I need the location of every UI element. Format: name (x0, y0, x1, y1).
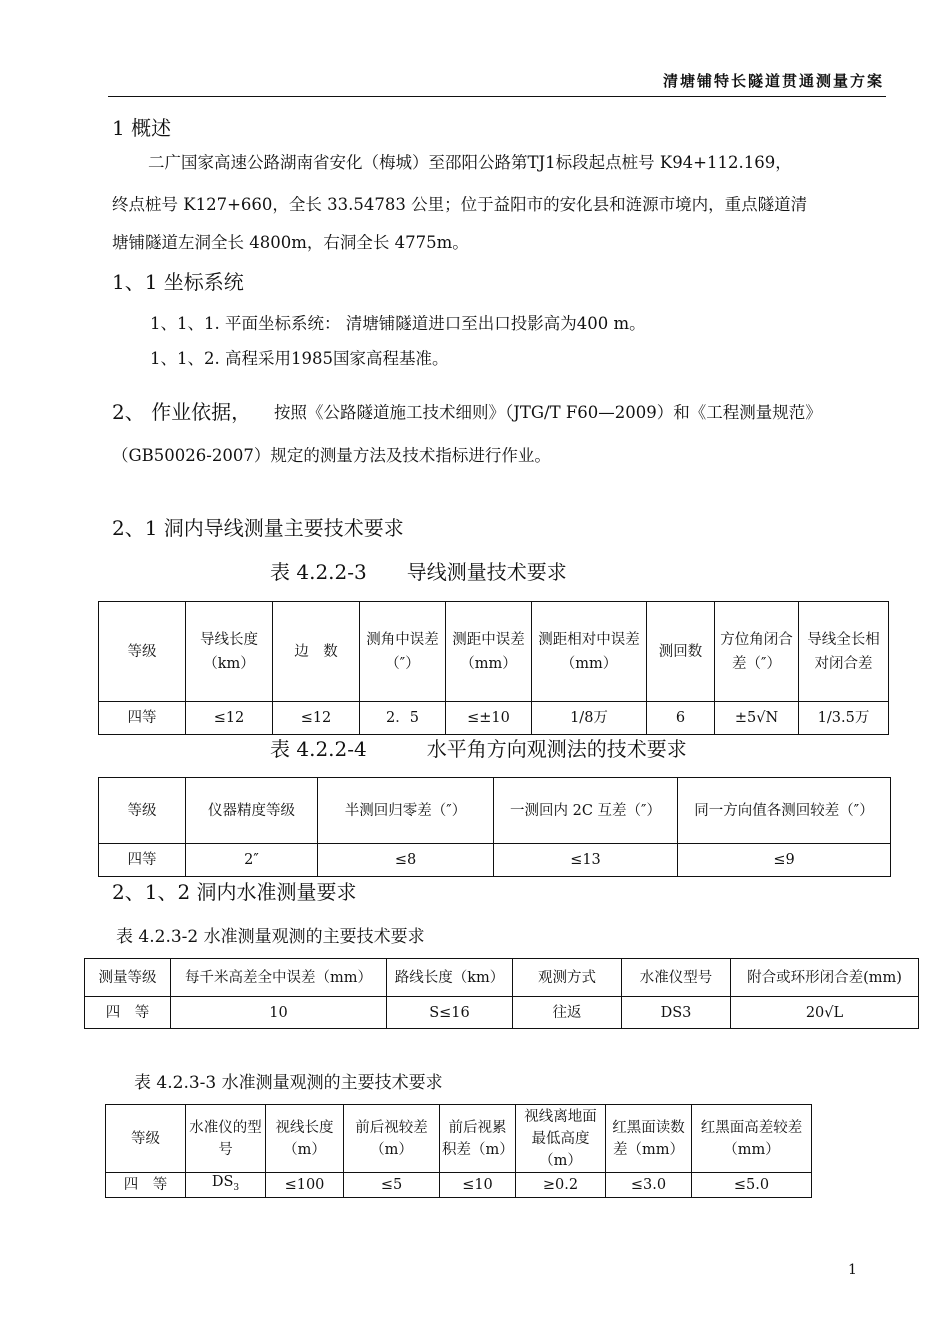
table-cell: 6 (647, 702, 715, 735)
table-cell: 10 (171, 997, 387, 1029)
table-3-header-row (85, 959, 919, 997)
table-header-cell: 水准仪的型号 (186, 1105, 266, 1173)
table-header-cell: 每千米高差全中误差（mm） (171, 959, 387, 997)
table-cell: 四等 (99, 844, 186, 877)
leveling-requirements-table (84, 958, 919, 1029)
table-header-cell: 测回数 (647, 602, 715, 702)
table-cell: ≤10 (440, 1173, 516, 1198)
table-cell: S≤16 (387, 997, 513, 1029)
table-cell: 1/8万 (532, 702, 647, 735)
table-header-cell: 等级 (106, 1105, 186, 1173)
section-1-para-line-3: 塘铺隧道左洞全长 4800m，右洞全长 4775m。 (112, 233, 469, 252)
table-2-header-row (99, 778, 891, 844)
table-cell: ±5√N (715, 702, 799, 735)
header-rule (108, 96, 886, 97)
table-cell: ≤5 (344, 1173, 440, 1198)
table-header-cell: 视线离地面最低高度（m） (516, 1105, 606, 1173)
table-header-cell: 观测方式 (513, 959, 622, 997)
table-header-cell: 同一方向值各测回较差（″） (678, 778, 891, 844)
running-header: 清塘铺特长隧道贯通测量方案 (662, 72, 884, 90)
table-header-cell: 方位角闭合差（″） (715, 602, 799, 702)
table-header-cell: 水准仪型号 (622, 959, 731, 997)
table-cell: 2″ (186, 844, 318, 877)
section-1-1-2-item: 1、1、2. 高程采用1985国家高程基准。 (150, 349, 449, 368)
section-2-1-2-heading: 2、1、2 洞内水准测量要求 (112, 880, 357, 904)
table-1-header-row (99, 602, 889, 702)
table-header-cell: 测距中误差（mm） (446, 602, 532, 702)
table-header-cell: 附合或环形闭合差(mm) (731, 959, 919, 997)
table-2-caption: 表 4.2.2-4 水平角方向观测法的技术要求 (270, 737, 687, 761)
table-4-header-row (106, 1105, 812, 1173)
table-header-cell: 测角中误差（″） (360, 602, 446, 702)
table-cell: ≤8 (318, 844, 494, 877)
table-header-cell: 视线长度（m） (266, 1105, 344, 1173)
table-cell: 20√L (731, 997, 919, 1029)
table-cell: ≤±10 (446, 702, 532, 735)
table-header-cell: 前后视较差（m） (344, 1105, 440, 1173)
table-3-caption: 表 4.2.3-2 水准测量观测的主要技术要求 (116, 927, 425, 947)
section-2-text-line-2: （GB50026-2007）规定的测量方法及技术指标进行作业。 (112, 446, 551, 465)
table-header-cell: 导线全长相对闭合差 (799, 602, 889, 702)
section-1-1-heading: 1、1 坐标系统 (112, 270, 244, 294)
section-1-para-line-2: 终点桩号 K127+660，全长 33.54783 公里；位于益阳市的安化县和涟源市境内，重点隧道清 (112, 195, 808, 214)
section-1-heading: 1 概述 (112, 116, 172, 140)
table-cell: 2．5 (360, 702, 446, 735)
table-header-cell: 等级 (99, 778, 186, 844)
level-model-subscript: 3 (233, 1182, 240, 1193)
table-cell: ≥0.2 (516, 1173, 606, 1198)
table-header-cell: 半测回归零差（″） (318, 778, 494, 844)
horizontal-angle-table (98, 777, 891, 877)
table-4-caption: 表 4.2.3-3 水准测量观测的主要技术要求 (134, 1073, 443, 1093)
table-header-cell: 路线长度（km） (387, 959, 513, 997)
section-1-1-1-item: 1、1、1. 平面坐标系统： 清塘铺隧道进口至出口投影高为400 m。 (150, 314, 646, 333)
table-header-cell: 导线长度（km） (186, 602, 273, 702)
table-1-caption: 表 4.2.2-3 导线测量技术要求 (270, 560, 567, 584)
table-cell: 1/3.5万 (799, 702, 889, 735)
table-cell: ≤100 (266, 1173, 344, 1198)
table-row (106, 1173, 812, 1198)
table-header-cell: 测量等级 (85, 959, 171, 997)
section-2-heading: 2、 作业依据， (112, 400, 252, 424)
section-1-para-line-1: 二广国家高速公路湖南省安化（梅城）至邵阳公路第TJ1标段起点桩号 K94+112.169， (148, 153, 792, 172)
table-cell: ≤5.0 (692, 1173, 812, 1198)
table-header-cell: 边 数 (273, 602, 360, 702)
table-row (85, 997, 919, 1029)
table-cell: ≤3.0 (606, 1173, 692, 1198)
table-row (99, 844, 891, 877)
table-cell: 四 等 (85, 997, 171, 1029)
table-cell: ≤13 (494, 844, 678, 877)
table-row (99, 702, 889, 735)
table-header-cell: 仪器精度等级 (186, 778, 318, 844)
table-cell: 四 等 (106, 1173, 186, 1198)
table-header-cell: 等级 (99, 602, 186, 702)
table-header-cell: 一测回内 2C 互差（″） (494, 778, 678, 844)
table-header-cell: 前后视累积差（m） (440, 1105, 516, 1173)
table-cell: 四等 (99, 702, 186, 735)
traverse-requirements-table (98, 601, 889, 735)
leveling-observation-table (105, 1104, 812, 1198)
table-cell (186, 1173, 266, 1198)
table-cell: DS3 (622, 997, 731, 1029)
page-number: 1 (848, 1262, 857, 1278)
table-header-cell: 红黑面读数差（mm） (606, 1105, 692, 1173)
table-header-cell: 红黑面高差较差（mm） (692, 1105, 812, 1173)
section-2-text-line-1: 按照《公路隧道施工技术细则》（JTG/T F60—2009）和《工程测量规范》 (274, 403, 822, 422)
table-cell: ≤12 (186, 702, 273, 735)
table-cell: 往返 (513, 997, 622, 1029)
table-cell: ≤12 (273, 702, 360, 735)
table-cell: ≤9 (678, 844, 891, 877)
table-header-cell: 测距相对中误差（mm） (532, 602, 647, 702)
level-model-text: DS (211, 1174, 234, 1190)
section-2-1-heading: 2、1 洞内导线测量主要技术要求 (112, 516, 404, 540)
